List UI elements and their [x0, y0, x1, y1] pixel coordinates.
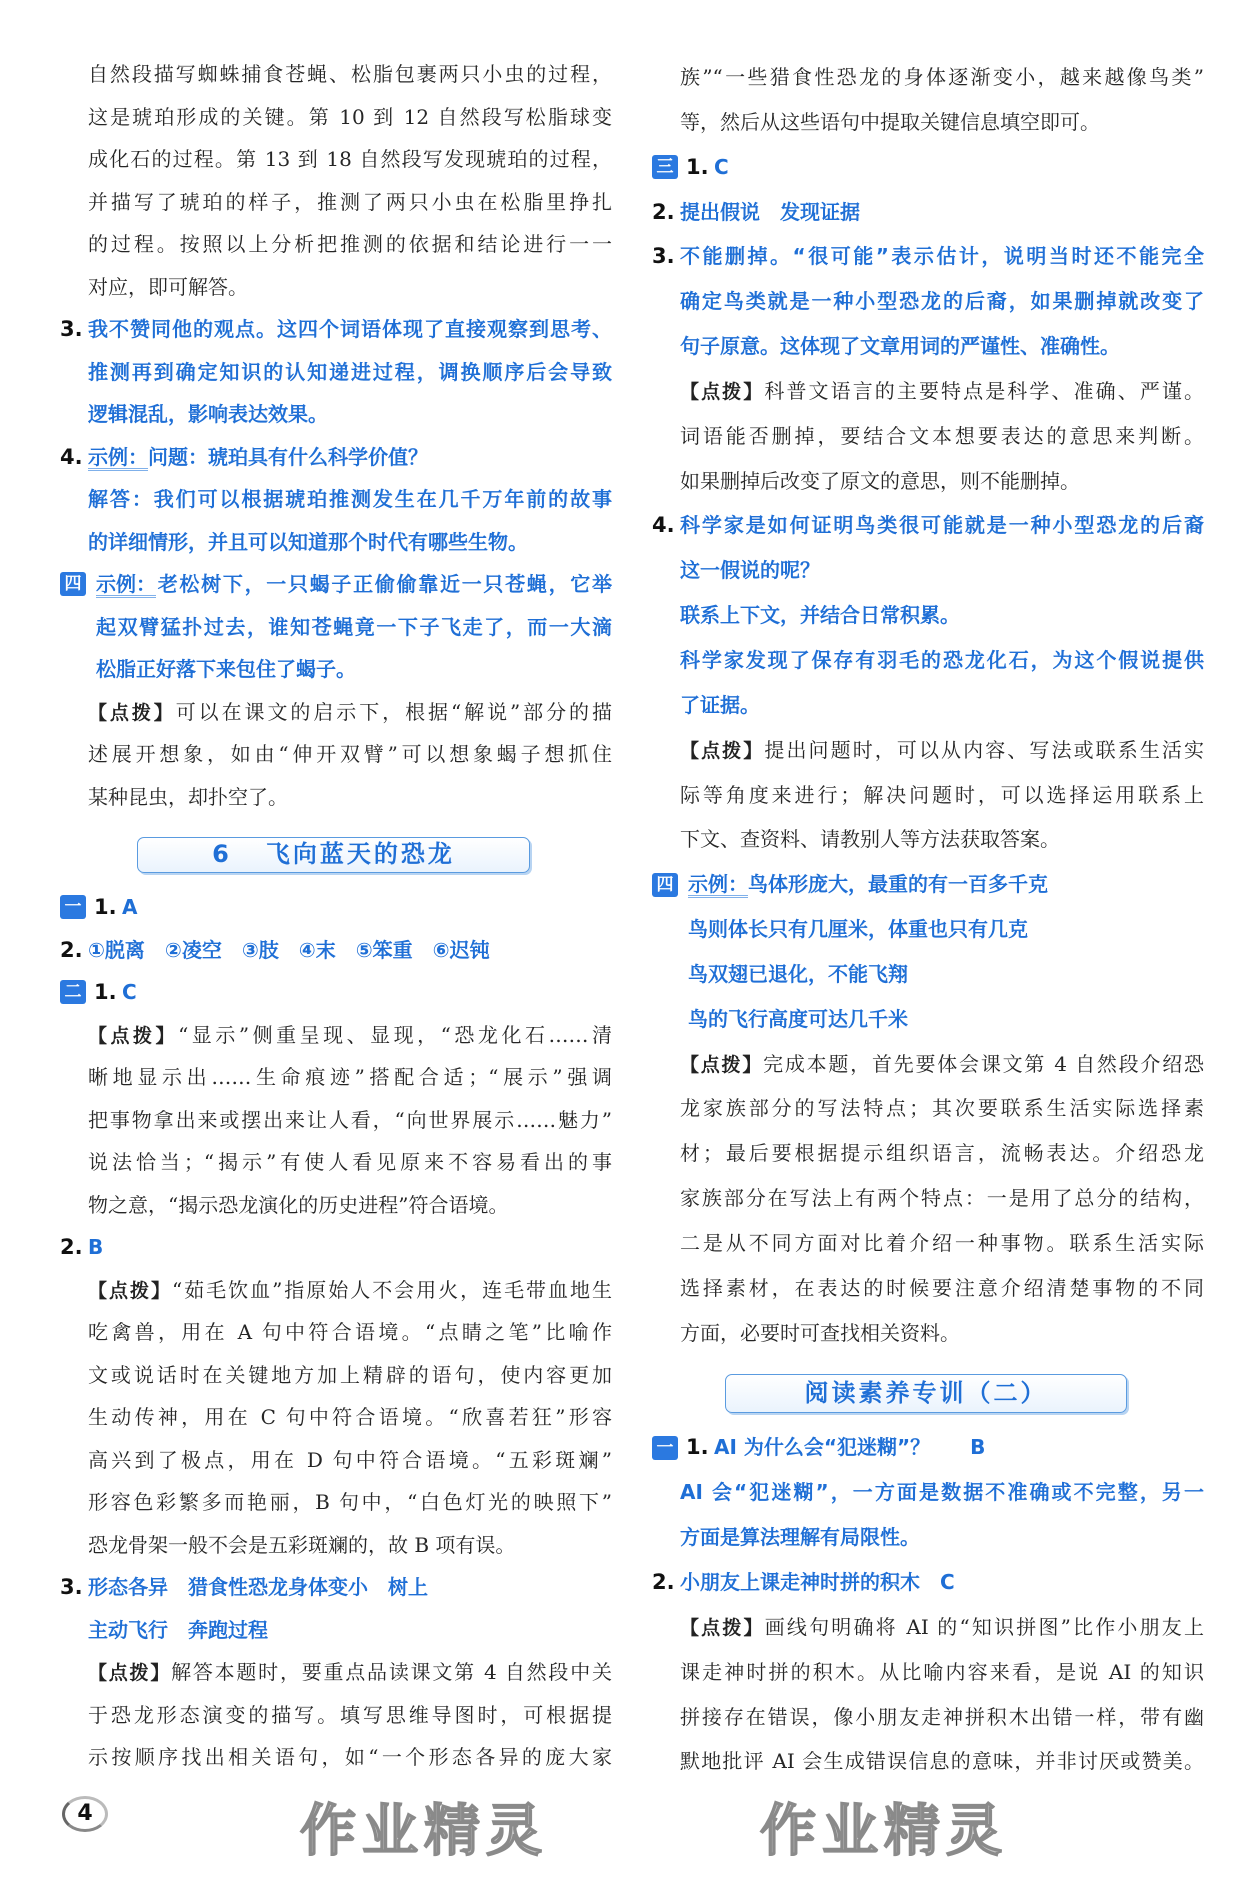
line-text [88, 351, 612, 394]
line-content: 的详细情形，并且可以知道那个时代有哪些生物。 [88, 529, 528, 554]
line-content: 这是琥珀形成的关键。第 10 到 12 自然段写松脂球变 [88, 104, 612, 129]
line-text [680, 1131, 1204, 1176]
example-tag: 示例： [88, 444, 148, 469]
line-text [680, 279, 1204, 324]
answer-block [652, 369, 1204, 504]
text-line [652, 1266, 1204, 1311]
question-number: 1. [94, 895, 117, 919]
line-text [88, 1014, 612, 1058]
text-line [60, 521, 612, 564]
line-text [680, 1470, 1204, 1515]
text-line [652, 1221, 1204, 1266]
text-line [60, 53, 612, 96]
line-content: 并描写了琥珀的样子，推测了两只小虫在松脂里挣扎 [88, 189, 612, 214]
line-content: C [122, 980, 137, 1004]
text-line [60, 351, 612, 394]
line-text [688, 917, 1028, 941]
text-line [60, 1184, 612, 1227]
line-content: 解答：我们可以根据琥珀推测发生在几千万年前的故事 [88, 487, 612, 511]
text-line [60, 1311, 612, 1354]
text-line [652, 1086, 1204, 1131]
hint-label: 【点拨】 [680, 739, 765, 762]
line-content: 逻辑混乱，影响表达效果。 [88, 402, 328, 426]
text-line [652, 145, 1204, 190]
text-line [652, 907, 1204, 952]
section-badge-二: 二 [60, 980, 86, 1004]
answer-block [652, 145, 1204, 190]
question-number: 3. [60, 1575, 83, 1599]
text-line [652, 1650, 1204, 1695]
line-content: 鸟的飞行高度可达几千米 [688, 1006, 908, 1031]
line-content: 起双臂猛扑过去，谁知苍蝇竟一下子飞走了，而一大滴 [96, 614, 612, 639]
text-line [60, 929, 612, 972]
line-content: 鸟体形庞大，最重的有一百多千克 [748, 872, 1048, 897]
line-text [88, 275, 248, 299]
line-content: A [122, 895, 138, 919]
answer-block [652, 638, 1204, 728]
text-line [60, 436, 612, 479]
text-line [60, 393, 612, 436]
line-text [680, 1086, 1204, 1131]
answer-block [60, 436, 612, 564]
line-text [680, 503, 1204, 548]
line-text [680, 1176, 1204, 1221]
line-content: 对应，即可解答。 [88, 274, 248, 299]
line-content: 方面是算法理解有局限性。 [680, 1525, 920, 1550]
line-content: 文或说话时在关键地方加上精辟的语句，使内容更加 [88, 1362, 612, 1387]
text-line [652, 952, 1204, 997]
line-text [88, 402, 328, 426]
line-text [680, 369, 1204, 415]
text-line [60, 1694, 612, 1737]
line-content: 科普文语言的主要特点是科学、准确、严谨。 [764, 378, 1204, 403]
line-text [680, 334, 1120, 358]
text-line [60, 1396, 612, 1439]
question-number: 1. [94, 980, 117, 1004]
text-line [60, 1099, 612, 1142]
hint-label: 【点拨】 [88, 1279, 172, 1302]
line-text [680, 728, 1204, 774]
text-line [652, 862, 1204, 907]
text-line [60, 971, 612, 1014]
answer-block [60, 1651, 612, 1779]
line-content: 如果删掉后改变了原文的意思，则不能删掉。 [680, 468, 1080, 493]
line-text [688, 872, 1048, 896]
line-text [88, 1056, 612, 1099]
line-text [88, 1311, 612, 1354]
line-text [680, 1321, 960, 1345]
text-line [652, 369, 1204, 414]
answer-block [60, 1269, 612, 1567]
text-line [652, 1425, 1204, 1470]
text-line [60, 733, 612, 776]
line-content: 画线句明确将 AI 的“知识拼图”比作小朋友上 [764, 1614, 1204, 1639]
line-text [680, 1221, 1204, 1266]
question-number: 1. [686, 1435, 709, 1460]
section-heading [60, 818, 612, 886]
line-content: AI 为什么会“犯迷糊”？ B [714, 1435, 986, 1460]
line-content: 际等角度来进行；解决问题时，可以选择运用联系上 [680, 782, 1204, 807]
lesson-number: 6 [212, 840, 232, 868]
line-text [88, 733, 612, 776]
line-text [680, 200, 860, 224]
line-text [88, 1269, 612, 1313]
line-text [88, 1439, 612, 1482]
line-text [88, 938, 490, 962]
answer-block [652, 1560, 1204, 1605]
line-content: 老松树下，一只蝎子正偷偷靠近一只苍蝇，它举 [156, 572, 612, 596]
text-line [652, 55, 1204, 100]
text-line [60, 1226, 612, 1269]
line-content: 推测再到确定知识的认知递进过程，调换顺序后会导致 [88, 359, 612, 384]
text-line [60, 96, 612, 139]
example-tag: 示例： [96, 572, 156, 596]
text-line [652, 683, 1204, 728]
text-line [652, 190, 1204, 235]
line-text [680, 1650, 1204, 1695]
line-text [88, 530, 528, 554]
question-number: 2. [652, 199, 675, 224]
answer-block [652, 593, 1204, 638]
line-content: 说法恰当；“揭示”有使人看见原来不容易看出的事 [88, 1150, 612, 1174]
answer-block [652, 55, 1204, 145]
text-line [60, 138, 612, 181]
line-content: 高兴到了极点，用在 D 句中符合语境。“五彩斑斓” [88, 1447, 612, 1472]
line-content: 自然段描写蜘蛛捕食苍蝇、松脂包裹两只小虫的过程， [88, 62, 612, 86]
text-line [60, 1141, 612, 1184]
line-text [88, 1099, 612, 1142]
line-text [88, 1141, 612, 1184]
line-content: 把事物拿出来或摆出来让人看，“向世界展示……魅力” [88, 1107, 612, 1132]
line-content: 科学家是如何证明鸟类很可能就是一种小型恐龙的后裔 [680, 513, 1204, 538]
line-content: AI 会“犯迷糊”，一方面是数据不准确或不完整，另一 [680, 1480, 1204, 1505]
line-text [88, 1533, 515, 1557]
line-content: 联系上下文，并结合日常积累。 [680, 603, 960, 628]
text-line [60, 181, 612, 224]
line-content: 选择素材，在表达的时候要注意介绍清楚事物的不同 [680, 1275, 1204, 1300]
line-content: “显示”侧重呈现、显现，“恐龙化石……清 [178, 1022, 612, 1047]
answer-block [60, 1014, 612, 1227]
line-content: 解答本题时，要重点品读课文第 4 自然段中关 [171, 1660, 612, 1684]
line-content: 于恐龙形态演变的描写。填写思维导图时，可根据提 [88, 1702, 612, 1727]
line-content: 课走神时拼的积木。从比喻内容来看，是说 AI 的知识 [680, 1659, 1204, 1684]
line-content: 默地批评 AI 会生成错误信息的意味，并非讨厌或赞美。 [680, 1749, 1204, 1774]
line-text [88, 308, 612, 351]
line-text [88, 138, 612, 181]
text-line [60, 1439, 612, 1482]
text-line [652, 324, 1204, 369]
text-line [652, 1695, 1204, 1740]
line-content: 家族部分在写法上有两个特点：一是用了总分的结构， [680, 1186, 1204, 1211]
question-number: 2. [60, 937, 83, 962]
text-line [60, 1354, 612, 1397]
watermark: 作业精灵 [760, 1799, 1008, 1864]
line-content: 二是从不同方面对比着介绍一种事物。联系生活实际 [680, 1230, 1204, 1255]
answer-block [60, 563, 612, 691]
text-line [652, 459, 1204, 504]
text-line [60, 886, 612, 929]
text-line [652, 234, 1204, 279]
answer-block [652, 190, 1204, 235]
section-badge-三: 三 [652, 155, 678, 179]
text-line [60, 1056, 612, 1099]
section-heading [652, 1355, 1204, 1425]
text-line [60, 1566, 612, 1609]
line-text [680, 469, 1080, 493]
line-text [88, 445, 428, 469]
hint-label: 【点拨】 [88, 701, 176, 724]
line-text [680, 827, 1060, 851]
text-line [60, 563, 612, 606]
text-line [652, 100, 1204, 145]
line-text [680, 234, 1204, 279]
hint-label: 【点拨】 [680, 1053, 764, 1076]
line-text [88, 1618, 268, 1642]
line-content: “茹毛饮血”指原始人不会用火，连毛带血地生 [171, 1277, 612, 1302]
hint-label: 【点拨】 [680, 1616, 765, 1639]
line-text [680, 1695, 1204, 1740]
hint-label: 【点拨】 [680, 380, 765, 403]
example-tag: 示例： [688, 872, 748, 897]
line-text [88, 1235, 103, 1259]
text-line [60, 648, 612, 691]
line-text [88, 181, 612, 224]
line-text [88, 1193, 508, 1217]
line-text [688, 962, 908, 986]
line-content: 形态各异 猎食性恐龙身体变小 树上 [88, 1575, 428, 1599]
line-content: 提出假说 发现证据 [680, 199, 860, 224]
text-line [652, 997, 1204, 1042]
answer-block [652, 862, 1204, 1041]
line-content: C [714, 154, 729, 179]
section-badge-一: 一 [60, 895, 86, 919]
question-number: 1. [686, 154, 709, 179]
left-column [60, 53, 612, 1779]
line-content: 生动传神，用在 C 句中符合语境。“欣喜若狂”形容 [88, 1405, 612, 1429]
text-line [60, 1609, 612, 1652]
line-text [88, 478, 612, 521]
line-text [88, 223, 612, 266]
answer-block [60, 929, 612, 972]
text-line [652, 1042, 1204, 1087]
question-number: 2. [652, 1570, 675, 1594]
line-text [714, 1435, 985, 1459]
line-content: 确定鸟类就是一种小型恐龙的后裔，如果删掉就改变了 [680, 289, 1204, 314]
question-number: 3. [60, 317, 83, 341]
answer-block [652, 1605, 1204, 1784]
line-content: B [88, 1235, 104, 1259]
text-line [60, 776, 612, 819]
line-text [680, 1739, 1204, 1784]
answer-block [60, 308, 612, 436]
line-text [680, 638, 1204, 683]
line-text [88, 53, 612, 96]
section-badge-一: 一 [652, 1436, 678, 1460]
line-text [96, 657, 356, 681]
line-text [88, 1575, 428, 1599]
hint-label: 【点拨】 [88, 1024, 179, 1047]
text-line [652, 548, 1204, 593]
text-line [60, 1651, 612, 1694]
line-text [680, 1042, 1204, 1088]
line-content: 晰地显示出……生命痕迹”搭配合适；“展示”强调 [88, 1065, 612, 1089]
line-content: 材；最后要根据提示组织语言，流畅表达。介绍恐龙 [680, 1141, 1204, 1166]
line-content: 主动飞行 奔跑过程 [88, 1617, 268, 1642]
answer-block [652, 728, 1204, 863]
line-content: 小朋友上课走神时拼的积木 C [680, 1570, 955, 1594]
section-title-box [137, 837, 530, 873]
question-number: 3. [652, 244, 675, 269]
text-line [60, 223, 612, 266]
answer-block [60, 886, 612, 929]
line-content: 物之意，“揭示恐龙演化的历史进程”符合语境。 [88, 1192, 509, 1217]
line-text [680, 1525, 920, 1549]
line-text [680, 1266, 1204, 1311]
answer-block [60, 971, 612, 1014]
text-line [652, 1131, 1204, 1176]
text-line [652, 279, 1204, 324]
line-text [88, 1736, 612, 1779]
line-text [680, 603, 960, 627]
answer-block [652, 1042, 1204, 1356]
line-content: 族”“一些猎食性恐龙的身体逐渐变小，越来越像鸟类” [680, 65, 1204, 89]
line-text [88, 96, 612, 139]
text-line [652, 1311, 1204, 1356]
text-line [652, 1739, 1204, 1784]
line-content: 完成本题，首先要体会课文第 4 自然段介绍恐 [763, 1051, 1204, 1076]
lesson-title: 阅读素养专训（二） [804, 1379, 1048, 1408]
line-text [680, 1570, 955, 1594]
text-line [652, 1176, 1204, 1221]
line-content: 示按顺序找出相关语句，如“一个形态各异的庞大家 [88, 1745, 612, 1769]
text-line [60, 478, 612, 521]
text-line [652, 1560, 1204, 1605]
line-content: 的过程。按照以上分析把推测的依据和结论进行一一 [88, 232, 612, 256]
line-content: 了证据。 [680, 692, 760, 717]
line-text [88, 691, 612, 735]
page-number: 4 [62, 1796, 108, 1832]
question-number: 2. [60, 1235, 83, 1259]
line-content: 我不赞同他的观点。这四个词语体现了直接观察到思考、 [88, 317, 612, 341]
text-line [652, 1515, 1204, 1560]
line-text [680, 773, 1204, 818]
line-content: 述展开想象，如由“伸开双臂”可以想象蝎子想抓住 [88, 742, 612, 766]
text-line [60, 606, 612, 649]
line-content: 下文、查资料、请教别人等方法获取答案。 [680, 827, 1060, 852]
line-content: 科学家发现了保存有羽毛的恐龙化石，为这个假说提供 [680, 647, 1204, 672]
line-content: 问题：琥珀具有什么科学价值？ [148, 444, 428, 469]
question-number: 4. [652, 513, 675, 538]
line-content: 等，然后从这些语句中提取关键信息填空即可。 [680, 109, 1100, 134]
section-title-box [725, 1374, 1127, 1413]
text-line [652, 817, 1204, 862]
text-line [652, 728, 1204, 773]
line-text [88, 785, 288, 809]
answer-block [60, 1226, 612, 1269]
line-content: 拼接存在错误，像小朋友走神拼积木出错一样，带有幽 [680, 1704, 1204, 1729]
text-line [652, 503, 1204, 548]
line-text [88, 1694, 612, 1737]
line-content: 松脂正好落下来包住了蝎子。 [96, 657, 356, 681]
line-content: 恐龙骨架一般不会是五彩斑斓的，故 B 项有误。 [88, 1532, 516, 1557]
line-text [122, 980, 137, 1004]
text-line [60, 1736, 612, 1779]
line-content: 词语能否删掉，要结合文本想要表达的意思来判断。 [680, 423, 1204, 448]
text-line [60, 1014, 612, 1057]
line-content: 鸟双翅已退化，不能飞翔 [688, 961, 908, 986]
answer-block [60, 691, 612, 819]
text-line [60, 266, 612, 309]
line-text [122, 895, 137, 919]
answer-block [60, 1566, 612, 1651]
line-text [680, 110, 1100, 134]
line-text [88, 1354, 612, 1397]
answer-block [652, 234, 1204, 369]
line-text [714, 155, 729, 179]
text-line [60, 1269, 612, 1312]
section-badge-四: 四 [652, 873, 678, 897]
line-text [680, 1605, 1204, 1651]
line-text [88, 1396, 612, 1439]
question-number: 4. [60, 444, 83, 469]
line-text [688, 1007, 908, 1031]
text-line [652, 773, 1204, 818]
watermark: 作业精灵 [300, 1799, 548, 1864]
answer-block [652, 503, 1204, 593]
text-line [652, 638, 1204, 683]
text-line [60, 1481, 612, 1524]
section-badge-四: 四 [60, 572, 86, 596]
text-line [652, 593, 1204, 638]
answer-block [60, 53, 612, 308]
lesson-title: 飞向蓝天的恐龙 [265, 840, 455, 868]
line-text [680, 55, 1204, 100]
text-line [652, 414, 1204, 459]
line-content: 句子原意。这体现了文章用词的严谨性、准确性。 [680, 334, 1120, 359]
line-text [680, 558, 820, 582]
line-content: 吃禽兽，用在 A 句中符合语境。“点睛之笔”比喻作 [88, 1320, 612, 1344]
hint-label: 【点拨】 [88, 1662, 172, 1684]
line-content: 方面，必要时可查找相关资料。 [680, 1320, 960, 1345]
line-content: 可以在课文的启示下，根据“解说”部分的描 [175, 699, 612, 724]
text-line [60, 691, 612, 734]
line-content: 某种昆虫，却扑空了。 [88, 784, 288, 809]
line-content: 这一假说的呢？ [680, 558, 820, 583]
text-line [60, 308, 612, 351]
answer-block [652, 1425, 1204, 1560]
line-content: 形容色彩繁多而艳丽，B 句中，“白色灯光的映照下” [88, 1490, 612, 1514]
line-content: 不能删掉。“很可能”表示估计，说明当时还不能完全 [680, 244, 1204, 269]
line-text [96, 563, 612, 606]
right-column [652, 55, 1204, 1784]
line-content: 鸟则体长只有几厘米，体重也只有几克 [688, 917, 1028, 942]
line-content: 龙家族部分的写法特点；其次要联系生活实际选择素 [680, 1096, 1204, 1121]
line-text [88, 1481, 612, 1524]
line-text [680, 414, 1204, 459]
text-line [652, 1470, 1204, 1515]
line-content: ①脱离 ②凌空 ③肢 ④末 ⑤笨重 ⑥迟钝 [88, 937, 490, 962]
line-text [96, 606, 612, 649]
text-line [652, 1605, 1204, 1650]
line-text [88, 1651, 612, 1695]
line-text [680, 693, 760, 717]
text-line [60, 1524, 612, 1567]
line-content: 提出问题时，可以从内容、写法或联系生活实 [764, 737, 1204, 762]
line-content: 成化石的过程。第 13 到 18 自然段写发现琥珀的过程， [88, 147, 612, 171]
